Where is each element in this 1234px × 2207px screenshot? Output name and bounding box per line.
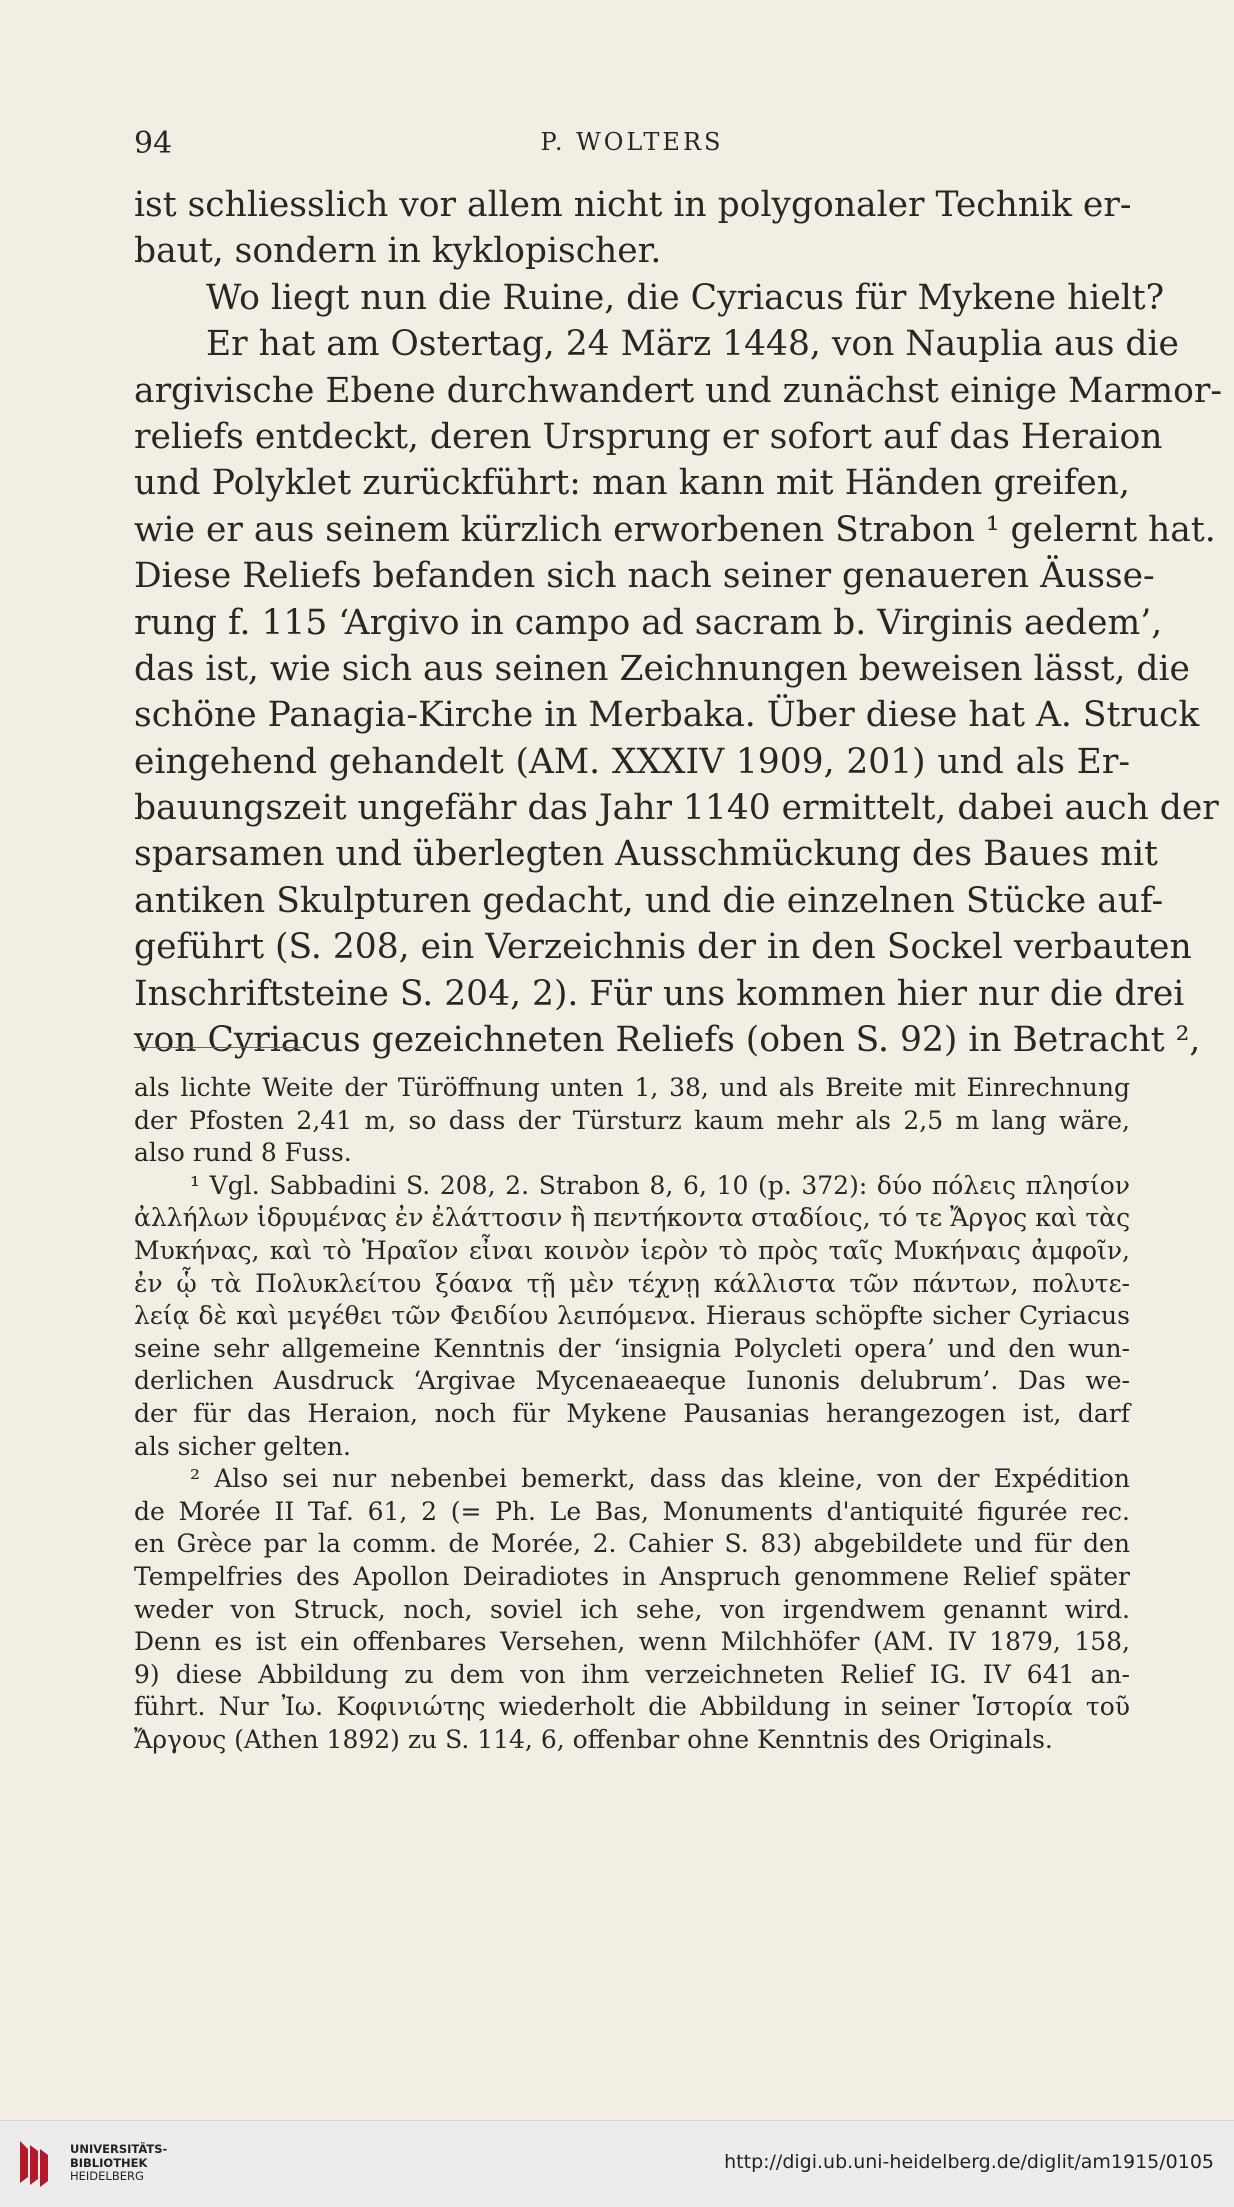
text-line: von Cyriacus gezeichneten Reliefs (oben S. 92) in Betracht ², (134, 1020, 1201, 1061)
permalink-url[interactable]: http://digi.ub.uni-heidelberg.de/diglit/am1915/0105 (724, 2151, 1214, 2173)
text-line: rung f. 115 ‘Argivo in campo ad sacram b. Virginis aedem’, (134, 602, 1163, 643)
text-line: schöne Panagia-Kirche in Merbaka. Über diese hat A. Struck (134, 695, 1200, 736)
footnote-line: der für das Heraion, noch für Mykene Pausanias herangezogen ist, darf (134, 1398, 1130, 1428)
footnote-line: der Pfosten 2,41 m, so dass der Türsturz kaum mehr als 2,5 m lang wäre, (134, 1105, 1130, 1135)
viewer-footer (0, 2120, 1234, 2207)
footnotes (134, 1072, 1130, 1756)
text-line: und Polyklet zurückführt: man kann mit Händen greifen, (134, 463, 1130, 504)
main-text (134, 182, 1223, 1063)
text-line: Inschriftsteine S. 204, 2). Für uns kommen hier nur die drei (134, 973, 1185, 1014)
text-line: wie er aus seinem kürzlich erworbenen Strabon ¹ gelernt hat. (134, 509, 1216, 550)
footnote-line: Ἄργους (Athen 1892) zu S. 114, 6, offenbar ohne Kenntnis des Originals. (134, 1724, 1053, 1754)
footnote-line: de Morée II Taf. 61, 2 (= Ph. Le Bas, Monuments d'antiquité figurée rec. (134, 1496, 1130, 1526)
footnote-line: derlichen Ausdruck ‘Argivae Mycenaeaeque Iunonis delubrum’. Das we- (134, 1366, 1130, 1396)
footnote-line: Denn es ist ein offenbares Versehen, wenn Milchhöfer (AM. IV 1879, 158, (134, 1627, 1130, 1657)
footnote-line: 9) diese Abbildung zu dem von ihm verzeichneten Relief IG. IV 641 an- (134, 1659, 1130, 1689)
footnote-line: ² Also sei nur nebenbei bemerkt, dass das kleine, von der Expédition (190, 1464, 1130, 1494)
text-line: ist schliesslich vor allem nicht in polygonaler Technik er- (134, 185, 1132, 225)
text-line: Er hat am Ostertag, 24 März 1448, von Nauplia aus die (206, 324, 1179, 365)
footnote-rule (134, 1047, 304, 1048)
footnote-line: als sicher gelten. (134, 1431, 351, 1461)
library-name: UNIVERSITÄTS- BIBLIOTHEK HEIDELBERG (70, 2142, 168, 2183)
footnote-line: λείᾳ δὲ καὶ μεγέθει τῶν Φειδίου λειπόμενα. Hieraus schöpfte sicher Cyriacus (134, 1301, 1130, 1331)
footnote-line: en Grèce par la comm. de Morée, 2. Cahier S. 83) abgebildete und für den (134, 1529, 1130, 1559)
text-line: Diese Reliefs befanden sich nach seiner genaueren Äusse- (134, 556, 1155, 597)
page-number: 94 (134, 126, 173, 161)
text-line: eingehend gehandelt (AM. XXXIV 1909, 201) und als Er- (134, 741, 1130, 782)
footnote-line: weder von Struck, noch, soviel ich sehe, von irgendwem genannt wird. (134, 1594, 1130, 1624)
text-line: reliefs entdeckt, deren Ursprung er sofort auf das Heraion (134, 416, 1163, 457)
footnote-line: Tempelfries des Apollon Deiradiotes in Anspruch genommene Relief später (134, 1561, 1130, 1591)
footnote-line: als lichte Weite der Türöffnung unten 1, 38, und als Breite mit Einrechnung (134, 1073, 1130, 1102)
running-head: P. WOLTERS (540, 128, 724, 156)
text-line: antiken Skulpturen gedacht, und die einzelnen Stücke auf- (134, 880, 1164, 921)
footnote-line: führt. Nur Ἰω. Κοφινιώτης wiederholt die Abbildung in seiner Ἱστορία τοῦ (134, 1692, 1130, 1722)
text-line: baut, sondern in kyklopischer. (134, 231, 662, 272)
footnote-line: ἐν ᾧ τὰ Πολυκλείτου ξόανα τῇ μὲν τέχνῃ κάλλιστα τῶν πάντων, πολυτε- (134, 1268, 1130, 1298)
page-header (134, 126, 1130, 166)
footnote-line: ἀλλήλων ἱδρυμένας ἐν ἐλάττοσιν ἢ πεντήκοντα σταδίοις, τό τε Ἄργος καὶ τὰς (134, 1203, 1131, 1233)
text-line: geführt (S. 208, ein Verzeichnis der in den Sockel verbauten (134, 927, 1192, 968)
text-line: argivische Ebene durchwandert und zunächst einige Marmor- (134, 370, 1223, 411)
footnote-line: also rund 8 Fuss. (134, 1138, 352, 1168)
university-library-logo-icon (14, 2137, 54, 2189)
text-line: sparsamen und überlegten Ausschmückung des Baues mit (134, 834, 1158, 875)
text-line: Wo liegt nun die Ruine, die Cyriacus für Mykene hielt? (206, 277, 1165, 318)
text-line: das ist, wie sich aus seinen Zeichnungen beweisen lässt, die (134, 648, 1190, 689)
text-line: bauungszeit ungefähr das Jahr 1140 ermittelt, dabei auch der (134, 788, 1219, 829)
footnote-line: seine sehr allgemeine Kenntnis der ‘insignia Polycleti opera’ und den wun- (134, 1333, 1130, 1363)
footnote-line: Μυκήνας, καὶ τὸ Ἡραῖον εἶναι κοινὸν ἱερὸν τὸ πρὸς ταῖς Μυκήναις ἀμφοῖν, (134, 1235, 1130, 1265)
footnote-line: ¹ Vgl. Sabbadini S. 208, 2. Strabon 8, 6, 10 (p. 372): δύο πόλεις πλησίον (190, 1170, 1130, 1200)
